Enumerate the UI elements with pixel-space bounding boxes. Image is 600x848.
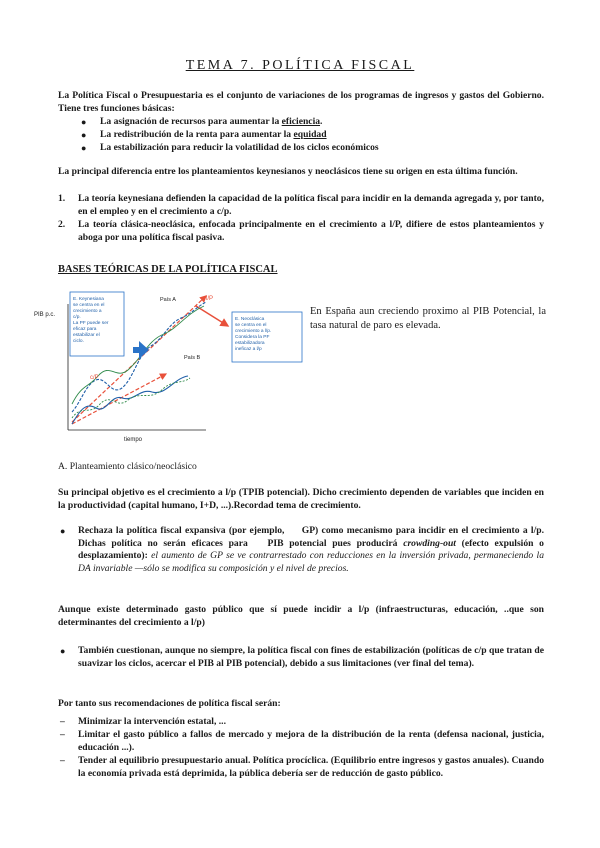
recommendation-item: Minimizar la intervención estatal, ...	[78, 716, 226, 727]
box-line: c/p.	[73, 315, 81, 320]
list-number: 1.	[58, 193, 66, 204]
pointer-arrow	[196, 306, 228, 326]
box-line: crecimiento a l/p.	[235, 329, 272, 334]
lp-label: l/P	[206, 296, 214, 302]
dash-marker: –	[60, 729, 65, 740]
function-item: La estabilización para reducir la volatilidad de los ciclos económicos	[100, 142, 379, 153]
section-heading: BASES TEÓRICAS DE LA POLÍTICA FISCAL	[58, 264, 278, 275]
intro-paragraph: La Política Fiscal o Presupuestaria es el conjunto de variaciones de los programas de ingresos y gastos del Gobierno. Tiene tres funciones básicas:	[58, 90, 544, 114]
public-spending-paragraph: Aunque existe determinado gasto público que sí puede incidir a l/p (infraestructuras, educación, ..que son determinantes del crecimiento a l/p)	[58, 604, 544, 628]
y-axis-label: PIB p.c.	[34, 312, 56, 318]
country-a-label: País A	[160, 297, 176, 303]
country-b-label: País B	[184, 355, 201, 361]
subsection-title: A. Planteamiento clásico/neoclásico	[58, 461, 197, 472]
function-item: La redistribución de la renta para aumentar la equidad	[100, 129, 327, 140]
bullet-icon: ●	[81, 117, 87, 127]
bullet-paragraph: También cuestionan, aunque no siempre, la política fiscal con fines de estabilización (políticas de c/p que tratan de suavizar los ciclos, acercar el PIB al PIB potencial), debido a sus limitaciones (ver final del tema).	[78, 645, 544, 669]
long-term-trend-line	[72, 374, 166, 424]
box-line: Considera la PF	[235, 335, 270, 340]
box-line: ciclo.	[73, 339, 84, 344]
list-number: 2.	[58, 219, 66, 230]
box-line: se centra en el	[73, 303, 105, 308]
cp-label: c/P	[90, 375, 99, 381]
numbered-item: La teoría keynesiana defienden la capacidad de la política fiscal para incidir en la demanda agregada y, por tanto, en el empleo y en el crecimiento a c/p.	[78, 193, 544, 217]
country-b-curve	[72, 376, 188, 424]
dash-marker: –	[60, 755, 65, 766]
box-line: La PF puede ser	[73, 321, 109, 326]
bullet-icon: ●	[60, 526, 66, 536]
bullet-icon: ●	[81, 143, 87, 153]
box-line: E. Keynesiana	[73, 297, 104, 302]
bullet-paragraph: Rechaza la política fiscal expansiva (por ejemplo, GP) como mecanismo para incidir en el crecimiento a l/p. Dichas política no serán eficaces para PIB potencial pues producirá crowding-out (efecto expulsión o desplazamiento): el aumento de GP se ve contrarrestado con reducciones en la inversión privada, permaneciendo la DA invariable —sólo se modifica su composición y el nivel de precios.	[78, 525, 544, 574]
objective-paragraph: Su principal objetivo es el crecimiento a l/p (TPIB potencial). Dicho crecimiento dependen de variables que inciden en la productividad (capital humano, I+D, ...).Recordad tema de crecimiento.	[58, 487, 544, 511]
box-line: estabilizar el	[73, 333, 100, 338]
recommendation-item: Limitar el gasto público a fallos de mercado y mejora de la distribución de la renta (defensa nacional, justicia, educación ...).	[78, 729, 544, 753]
box-line: ineficaz a l/p	[235, 347, 262, 352]
recommendations-intro: Por tanto sus recomendaciones de política fiscal serán:	[58, 698, 281, 709]
box-line: crecimiento a	[73, 309, 102, 314]
box-line: se centra en el	[235, 323, 267, 328]
recommendation-item: Tender al equilibrio presupuestario anual. Política procíclica. (Equilibrio entre ingresos y gastos anuales). Cuando la economía privada está deprimida, la pública debería ser de reducción de gasto público.	[78, 755, 544, 779]
page-title: TEMA 7. POLÍTICA FISCAL	[185, 58, 415, 73]
bullet-icon: ●	[81, 130, 87, 140]
box-line: eficaz para	[73, 327, 97, 332]
dash-marker: –	[60, 716, 65, 727]
function-item: La asignación de recursos para aumentar la eficiencia.	[100, 116, 323, 127]
numbered-item: La teoría clásica-neoclásica, enfocada principalmente en el crecimiento a l/P, difiere de estos planteamientos y aboga por una política fiscal pasiva.	[78, 219, 544, 243]
box-line: estabilizadora	[235, 341, 265, 346]
bullet-icon: ●	[60, 646, 66, 656]
x-axis-label: tiempo	[124, 437, 143, 443]
main-difference-paragraph: La principal diferencia entre los planteamientos keynesianos y neoclásicos tiene su origen en esta última función.	[58, 166, 518, 177]
blue-arrow-icon	[133, 341, 149, 359]
growth-figure	[34, 284, 306, 444]
box-line: E. Neoclásica	[235, 317, 265, 322]
spain-note: En España aun creciendo proximo al PIB Potencial, la tasa natural de paro es elevada.	[310, 306, 546, 331]
